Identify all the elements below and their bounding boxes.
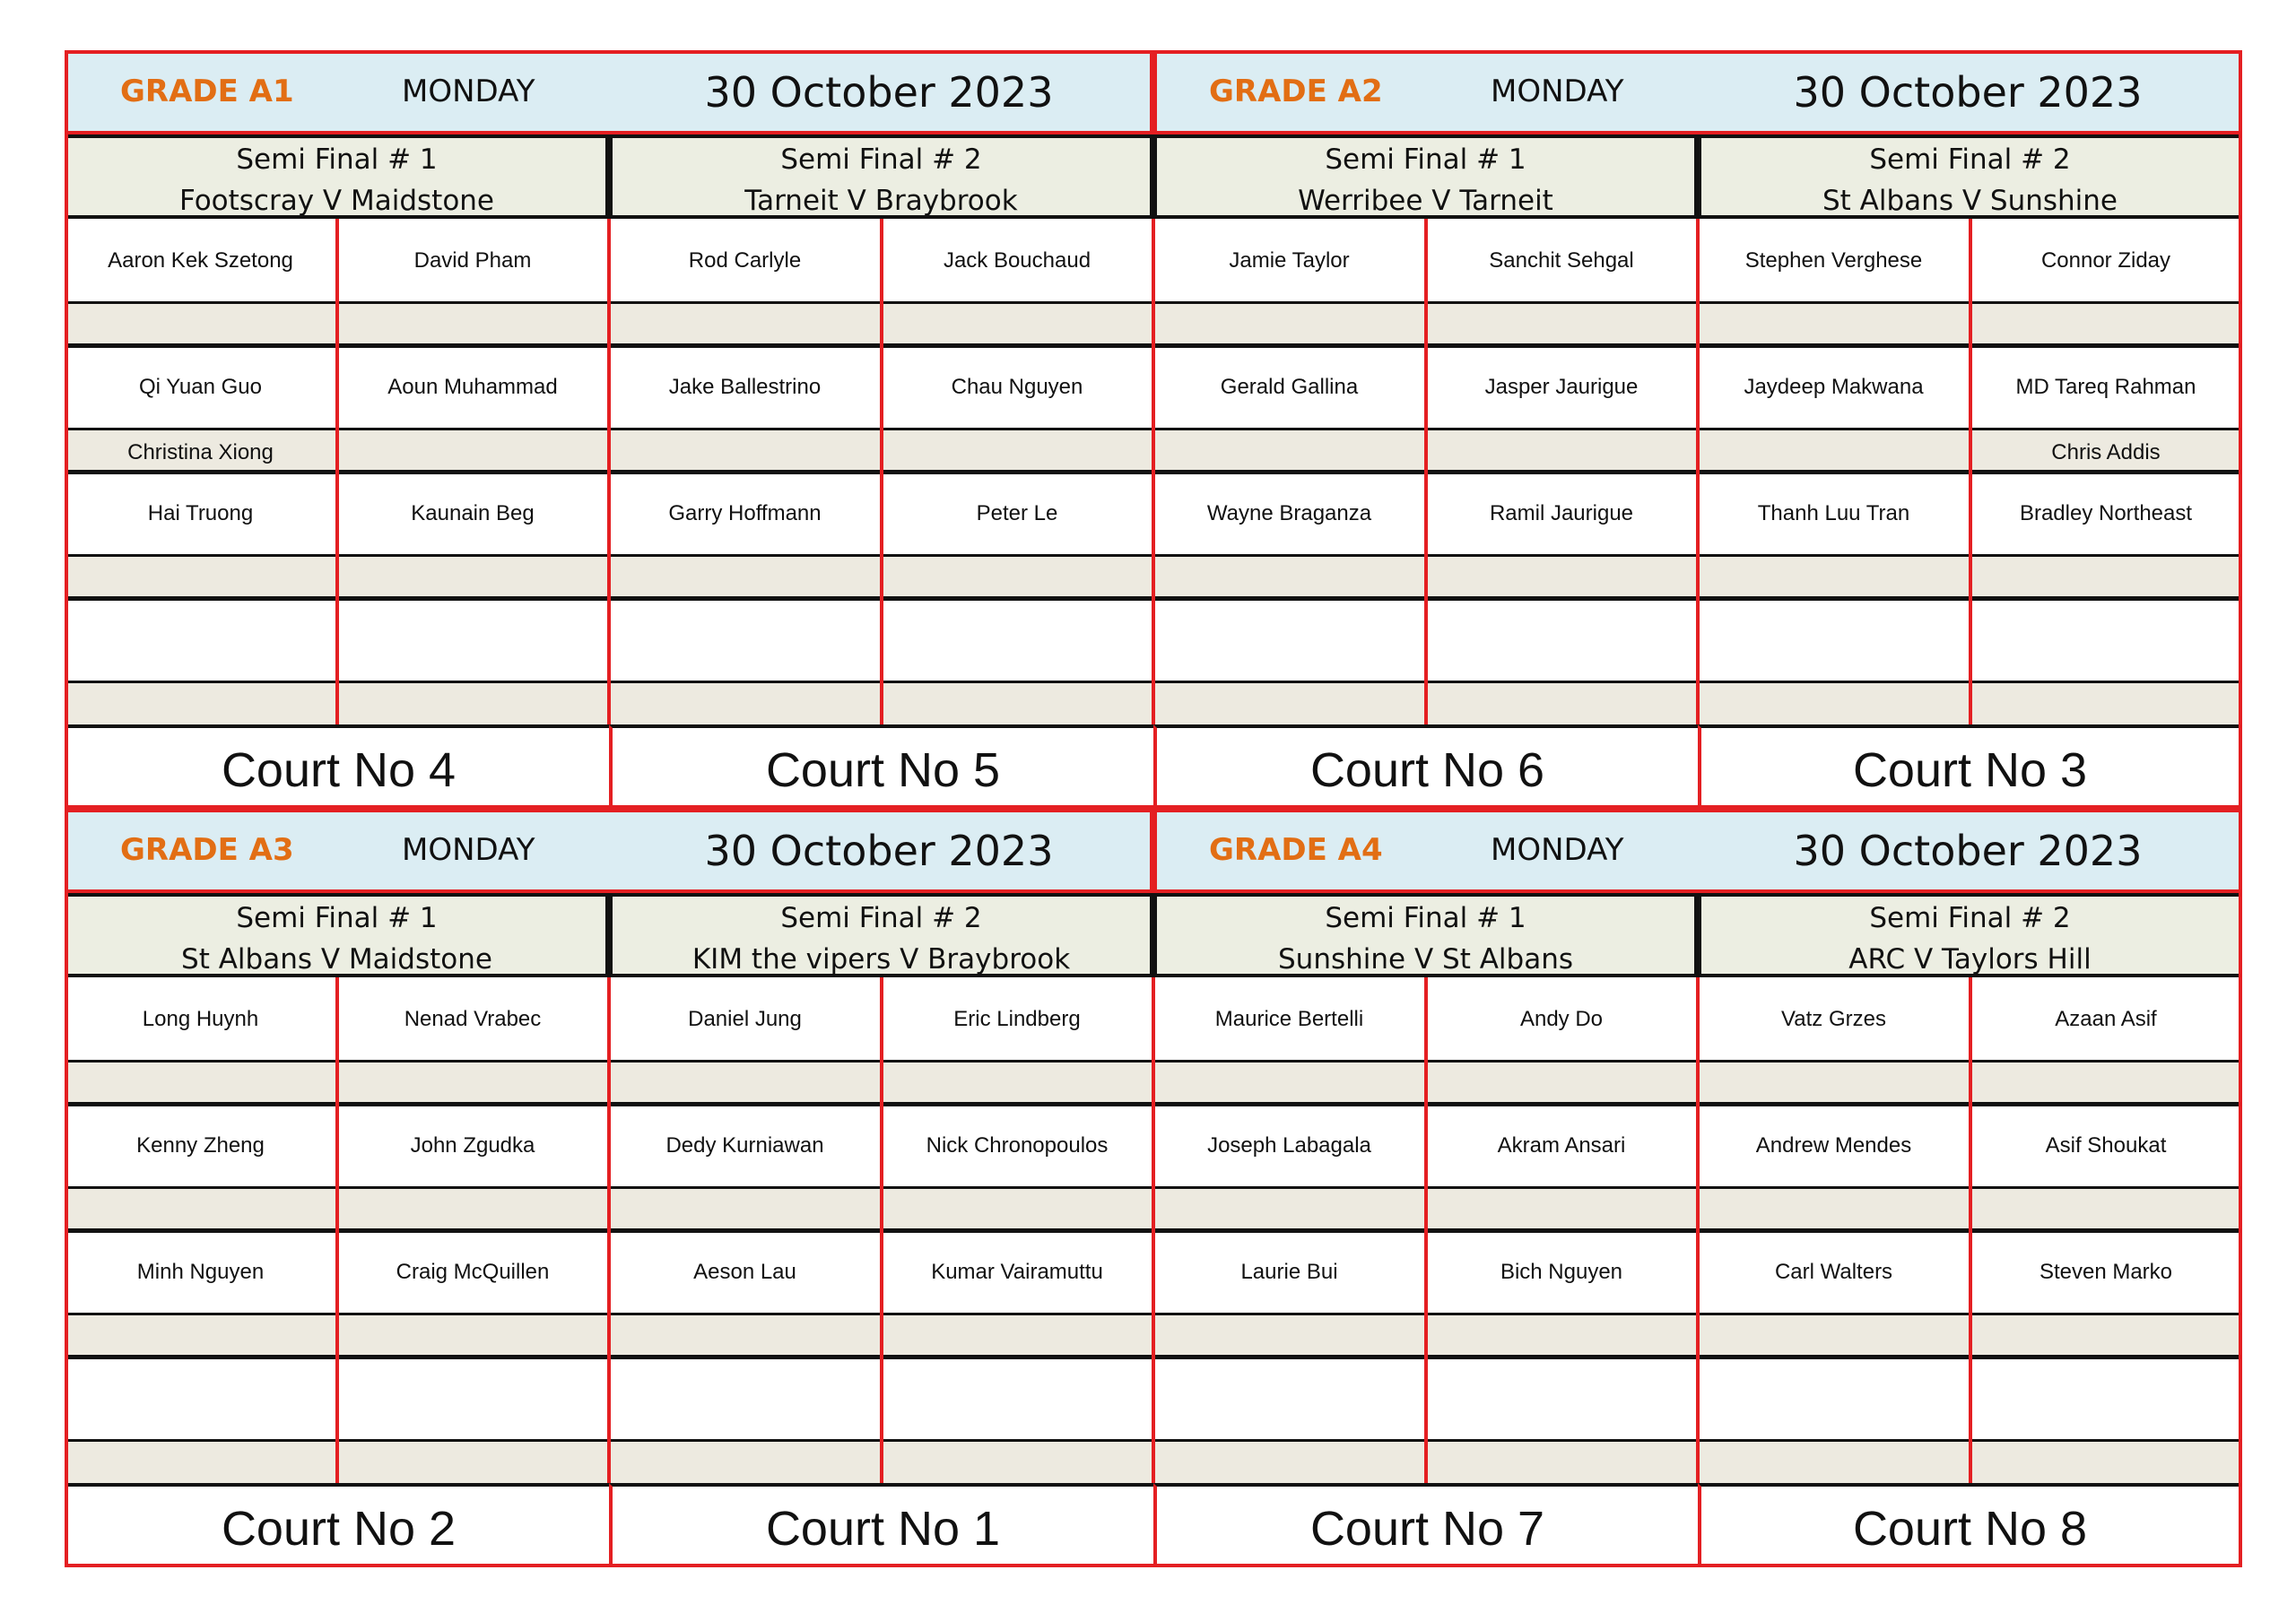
grade-label: GRADE A2 bbox=[1209, 74, 1383, 109]
court-label: Court No 6 bbox=[1153, 724, 1698, 809]
match-header bbox=[609, 134, 1153, 219]
player-name: Jasper Jaurigue bbox=[1484, 375, 1639, 399]
column-divider bbox=[1152, 219, 1155, 724]
match-teams: Tarneit V Braybrook bbox=[744, 185, 1018, 217]
player-name: Carl Walters bbox=[1774, 1260, 1893, 1284]
player-name: Steven Marko bbox=[2039, 1260, 2173, 1284]
semi-final-label: Semi Final # 2 bbox=[1869, 902, 2071, 934]
player-name: Connor Ziday bbox=[2040, 248, 2171, 273]
grade-header-row bbox=[65, 50, 2242, 134]
player-name: Craig McQuillen bbox=[396, 1260, 550, 1284]
column-divider bbox=[1696, 219, 1700, 724]
column-divider bbox=[1424, 219, 1428, 724]
grade-label: GRADE A4 bbox=[1209, 832, 1383, 868]
player-name: Hai Truong bbox=[147, 501, 254, 525]
fixture-sheet bbox=[65, 50, 2242, 1567]
schedule-block bbox=[65, 50, 2242, 809]
match-teams: St Albans V Maidstone bbox=[181, 943, 492, 976]
day-label: MONDAY bbox=[1491, 74, 1624, 109]
date-label: 30 October 2023 bbox=[1793, 68, 2143, 117]
player-name: John Zgudka bbox=[410, 1133, 535, 1158]
player-name: Garry Hoffmann bbox=[668, 501, 822, 525]
match-teams: ARC V Taylors Hill bbox=[1848, 943, 2092, 976]
player-name: Nick Chronopoulos bbox=[926, 1133, 1109, 1158]
player-name: Stephen Verghese bbox=[1744, 248, 1923, 273]
match-header bbox=[1153, 893, 1698, 977]
column-divider bbox=[335, 977, 339, 1483]
player-name: Vatz Grzes bbox=[1781, 1007, 1886, 1031]
date-label: 30 October 2023 bbox=[704, 68, 1054, 117]
player-name: Bich Nguyen bbox=[1500, 1260, 1623, 1284]
player-name: Azaan Asif bbox=[2055, 1007, 2157, 1031]
player-name: Jake Ballestrino bbox=[668, 375, 822, 399]
match-header bbox=[609, 893, 1153, 977]
grade-header bbox=[65, 809, 1153, 893]
match-header bbox=[1698, 893, 2242, 977]
day-label: MONDAY bbox=[1491, 832, 1624, 868]
day-label: MONDAY bbox=[402, 74, 535, 109]
player-name: Andy Do bbox=[1519, 1007, 1604, 1031]
semi-final-label: Semi Final # 2 bbox=[780, 143, 982, 176]
player-name: Aeson Lau bbox=[693, 1260, 796, 1284]
player-name: Daniel Jung bbox=[688, 1007, 802, 1031]
court-label: Court No 1 bbox=[609, 1483, 1153, 1567]
match-header bbox=[1698, 134, 2242, 219]
column-divider bbox=[1969, 977, 1972, 1483]
player-name: Ramil Jaurigue bbox=[1489, 501, 1634, 525]
player-name: Laurie Bui bbox=[1240, 1260, 1338, 1284]
semi-final-label: Semi Final # 2 bbox=[1869, 143, 2071, 176]
grade-header-row bbox=[65, 809, 2242, 893]
column-divider bbox=[335, 219, 339, 724]
player-name: Nenad Vrabec bbox=[404, 1007, 542, 1031]
date-label: 30 October 2023 bbox=[1793, 827, 2143, 875]
date-label: 30 October 2023 bbox=[704, 827, 1054, 875]
match-teams: Sunshine V St Albans bbox=[1278, 943, 1573, 976]
day-label: MONDAY bbox=[402, 832, 535, 868]
player-name: Gerald Gallina bbox=[1220, 375, 1359, 399]
player-name: Jaydeep Makwana bbox=[1744, 375, 1924, 399]
semi-final-label: Semi Final # 1 bbox=[236, 902, 438, 934]
column-divider bbox=[1152, 977, 1155, 1483]
player-name: Joseph Labagala bbox=[1207, 1133, 1371, 1158]
column-divider bbox=[607, 219, 611, 724]
player-name: Rod Carlyle bbox=[688, 248, 802, 273]
column-divider bbox=[1424, 977, 1428, 1483]
grade-header bbox=[1153, 809, 2242, 893]
player-name: Minh Nguyen bbox=[136, 1260, 265, 1284]
schedule-block bbox=[65, 809, 2242, 1567]
player-name: Chau Nguyen bbox=[951, 375, 1083, 399]
semi-final-label: Semi Final # 1 bbox=[1325, 902, 1526, 934]
column-divider bbox=[880, 219, 883, 724]
player-name: Kaunain Beg bbox=[411, 501, 535, 525]
substitute-name: Chris Addis bbox=[2051, 440, 2161, 464]
player-name: Peter Le bbox=[976, 501, 1058, 525]
player-grid bbox=[65, 977, 2242, 1483]
player-name: Asif Shoukat bbox=[2045, 1133, 2167, 1158]
semi-final-label: Semi Final # 1 bbox=[236, 143, 438, 176]
column-divider bbox=[1696, 977, 1700, 1483]
column-divider bbox=[1969, 219, 1972, 724]
court-label: Court No 4 bbox=[65, 724, 609, 809]
player-name: Jamie Taylor bbox=[1229, 248, 1350, 273]
match-teams: KIM the vipers V Braybrook bbox=[691, 943, 1071, 976]
column-divider bbox=[880, 977, 883, 1483]
player-grid bbox=[65, 219, 2242, 724]
match-header bbox=[65, 893, 609, 977]
player-name: Sanchit Sehgal bbox=[1489, 248, 1634, 273]
substitute-name: Christina Xiong bbox=[127, 440, 274, 464]
player-name: Jack Bouchaud bbox=[943, 248, 1091, 273]
player-name: MD Tareq Rahman bbox=[2015, 375, 2196, 399]
player-name: Wayne Braganza bbox=[1206, 501, 1372, 525]
match-header bbox=[1153, 134, 1698, 219]
grade-label: GRADE A1 bbox=[120, 74, 294, 109]
match-teams: Werribee V Tarneit bbox=[1298, 185, 1553, 217]
player-name: Thanh Luu Tran bbox=[1757, 501, 1910, 525]
court-label: Court No 5 bbox=[609, 724, 1153, 809]
semi-final-label: Semi Final # 1 bbox=[1325, 143, 1526, 176]
player-name: Bradley Northeast bbox=[2019, 501, 2193, 525]
player-name: Dedy Kurniawan bbox=[665, 1133, 824, 1158]
player-name: David Pham bbox=[413, 248, 532, 273]
court-row bbox=[65, 1483, 2242, 1567]
match-teams: Footscray V Maidstone bbox=[178, 185, 495, 217]
player-name: Qi Yuan Guo bbox=[139, 375, 262, 399]
player-name: Maurice Bertelli bbox=[1214, 1007, 1364, 1031]
court-row bbox=[65, 724, 2242, 809]
semi-final-label: Semi Final # 2 bbox=[780, 902, 982, 934]
grade-header bbox=[1153, 50, 2242, 134]
match-teams: St Albans V Sunshine bbox=[1822, 185, 2118, 217]
grade-label: GRADE A3 bbox=[120, 832, 294, 868]
court-label: Court No 3 bbox=[1698, 724, 2242, 809]
player-name: Aaron Kek Szetong bbox=[108, 248, 293, 273]
player-name: Kenny Zheng bbox=[136, 1133, 265, 1158]
player-name: Kumar Vairamuttu bbox=[931, 1260, 1103, 1284]
player-name: Aoun Muhammad bbox=[387, 375, 558, 399]
column-divider bbox=[607, 977, 611, 1483]
match-header bbox=[65, 134, 609, 219]
player-name: Long Huynh bbox=[142, 1007, 259, 1031]
court-label: Court No 2 bbox=[65, 1483, 609, 1567]
player-name: Akram Ansari bbox=[1497, 1133, 1626, 1158]
grade-header bbox=[65, 50, 1153, 134]
court-label: Court No 7 bbox=[1153, 1483, 1698, 1567]
player-name: Andrew Mendes bbox=[1755, 1133, 1912, 1158]
player-name: Eric Lindberg bbox=[953, 1007, 1081, 1031]
court-label: Court No 8 bbox=[1698, 1483, 2242, 1567]
